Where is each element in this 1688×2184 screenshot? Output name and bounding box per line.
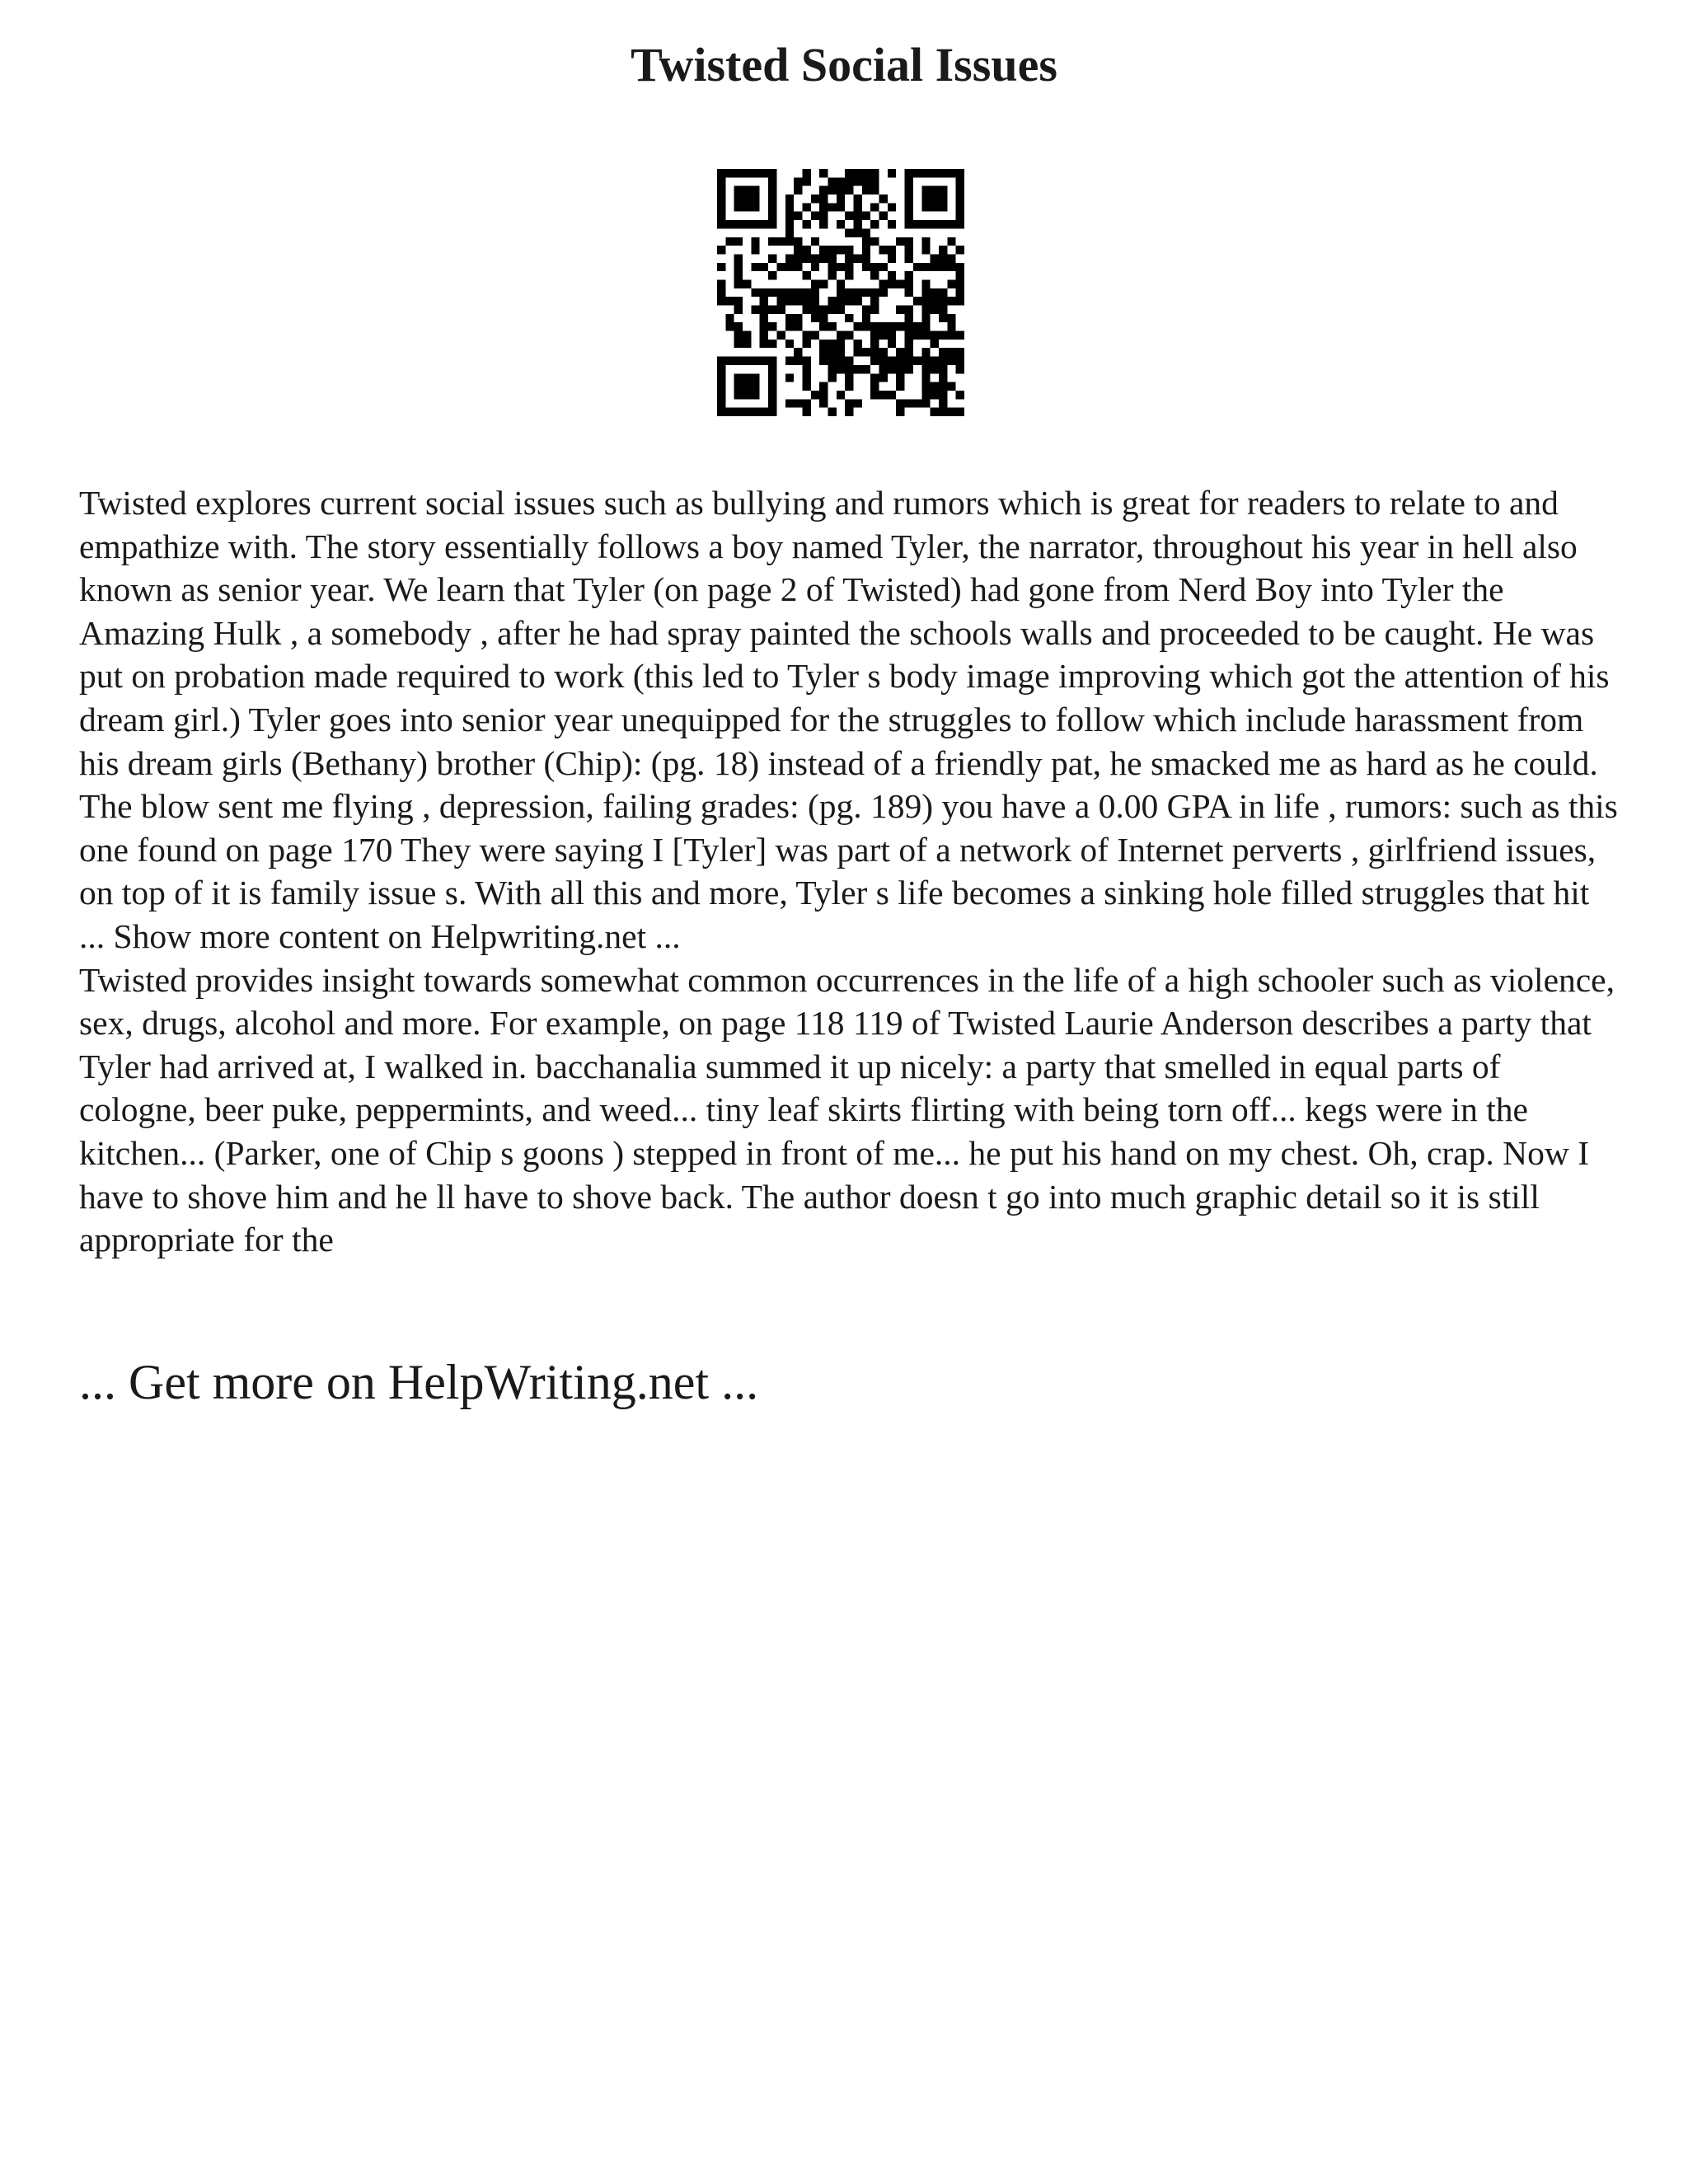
paragraph: Twisted provides insight towards somewhat common occurrences in the life of a high schooler such as violence, sex, drugs, alcohol and more. For example, on page 118 119 of Twisted Laurie Anderson describes a party that Tyler had arrived at, I walked in. bacchanalia summed it up nicely: a party that smelled in equal parts of cologne, beer puke, peppermints, and weed... tiny leaf skirts flirting with being torn off... kegs were in the kitchen... (Parker, one of Chip s goons ) stepped in front of me... he put his hand on my chest. Oh, crap. Now I have to shove him and he ll have to shove back. The author doesn t go into much graphic detail so it is still appropriate for the [79,960,1615,1259]
page-title: Twisted Social Issues [631,38,1057,91]
document-body [79,481,1620,1262]
get-more-link[interactable]: ... Get more on HelpWriting.net ... [79,1355,759,1409]
paragraph: Twisted explores current social issues such as bullying and rumors which is great for readers to relate to and empathize with. The story essentially follows a boy named Tyler, the narrator, throughout his year in hell also known as senior year. We learn that Tyler (on page 2 of Twisted) had gone from Nerd Boy into Tyler the Amazing Hulk , a somebody , after he had spray painted the schools walls and proceeded to be caught. He was put on probation made required to work (this led to Tyler s body image improving which got the attention of his dream girl.) Tyler goes into senior year unequipped for the struggles to follow which include harassment from his dream girls (Bethany) brother (Chip): (pg. 18) instead of a friendly pat, he smacked me as hard as he could. The blow sent me flying , depression, failing grades: (pg. 189) you have a 0.00 GPA in life , rumors: such as this one found on page 170 They were saying I [Tyler] was part of a network of Internet perverts , girlfriend issues, on top of it is family issue s. With all this and more, Tyler s life becomes a sinking hole filled struggles that hit ... Show more content on Helpwriting.net ... [79,484,1618,955]
qr-code-icon [717,169,964,416]
